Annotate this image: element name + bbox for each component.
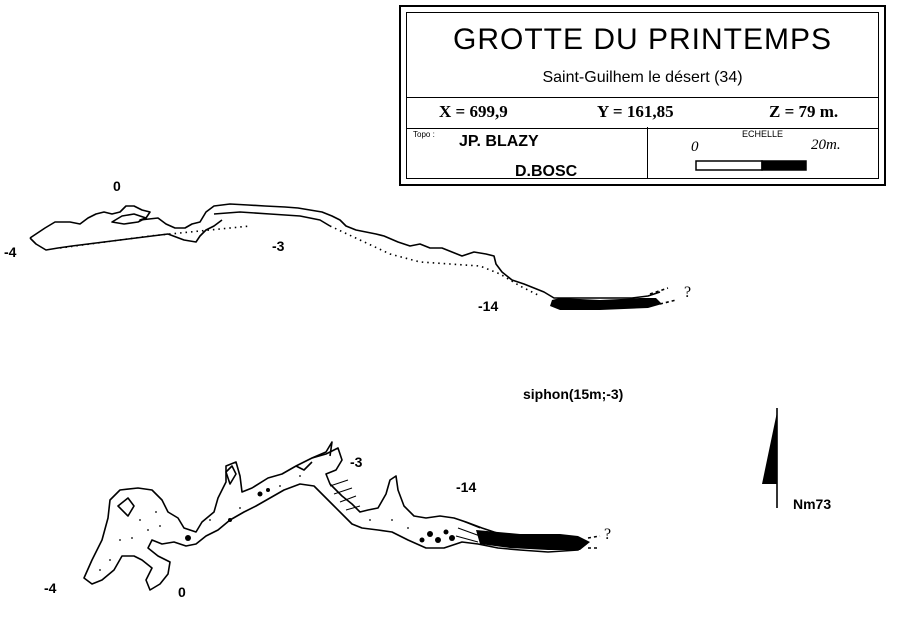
plan-depth-0: 0: [178, 584, 186, 600]
plan-depth-minus4: -4: [44, 580, 57, 596]
cave-profile-view: [30, 204, 676, 310]
profile-unknown-continuation: ?: [684, 284, 692, 301]
plan-depth-minus14: -14: [456, 479, 477, 495]
profile-ceiling-line: [30, 204, 660, 298]
coordinate-y: Y = 161,85: [597, 102, 674, 121]
plan-unknown-continuation: ?: [604, 526, 612, 543]
profile-floor-dotted: [60, 226, 540, 296]
scale-title: ECHELLE: [741, 129, 784, 139]
plan-boulder-1: [118, 498, 134, 516]
plan-outline: [84, 448, 586, 590]
location-subtitle: Saint-Guilhem le désert (34): [542, 69, 743, 86]
plan-passage-hook: [296, 442, 332, 470]
profile-depth-minus3: -3: [272, 238, 285, 254]
profile-depth-minus14: -14: [478, 298, 499, 314]
siphon-note: siphon(15m;-3): [523, 386, 624, 402]
plan-pit-1: [226, 466, 236, 484]
coordinates-row: [407, 97, 878, 129]
scale-bar: [695, 159, 865, 173]
author-bosc: D.BOSC: [515, 163, 578, 180]
scale-bar-box: [647, 127, 878, 178]
cave-plan-view: [84, 442, 600, 590]
survey-credits: [407, 127, 648, 178]
profile-depth-minus4: -4: [4, 244, 17, 260]
profile-depth-0: 0: [113, 178, 121, 194]
coordinate-z: Z = 79 m.: [769, 102, 839, 121]
profile-upper-chamber: [214, 212, 330, 226]
topo-label: Topo :: [413, 130, 435, 139]
north-arrow: [762, 408, 777, 508]
coordinate-x: X = 699,9: [439, 102, 508, 121]
title-block: [399, 5, 886, 186]
title-block-inner-frame: [406, 12, 879, 179]
scale-end-label: 20m.: [811, 137, 841, 153]
scale-start-label: 0: [691, 139, 699, 155]
author-blazy: JP. BLAZY: [459, 133, 539, 150]
plan-depth-minus3: -3: [350, 454, 363, 470]
profile-flooded-gallery: [550, 298, 662, 310]
cave-title: GROTTE DU PRINTEMPS: [452, 23, 832, 56]
north-label: Nm73: [793, 496, 832, 512]
